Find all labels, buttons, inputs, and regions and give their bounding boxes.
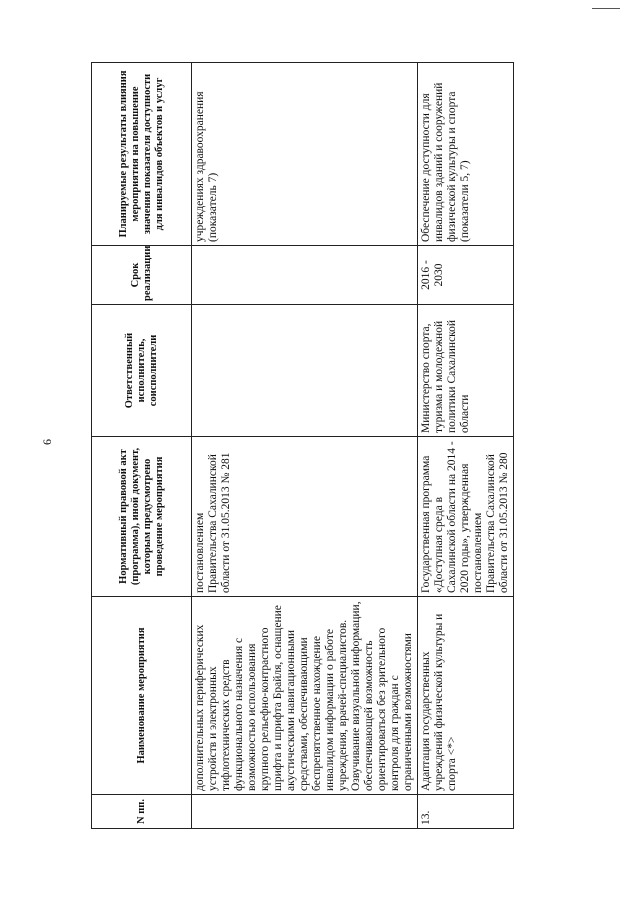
header-act: Нормативный правовой акт (программа), иной документ, которым предусмотрено проведение мероприятия bbox=[92, 437, 192, 597]
cell-act: постановлением Правительства Сахалинской области от 31.05.2013 № 281 bbox=[192, 437, 418, 597]
cell-name: Адаптация государственных учреждений физической культуры и спорта <*> bbox=[418, 597, 514, 795]
header-executor: Ответственный исполнитель, соисполнители bbox=[92, 305, 192, 437]
table-row bbox=[418, 63, 514, 829]
header-num: N пп. bbox=[92, 795, 192, 829]
header-name: Наименование мероприятия bbox=[92, 597, 192, 795]
header-result: Планируемые результаты влияния мероприятия на повышение значения показателя доступности для инвалидов объектов и услуг bbox=[92, 63, 192, 246]
cell-act: Государственная программа «Доступная среда в Сахалинской области на 2014 - 2020 годы», утвержденная постановлением Правительства Сахалинской области от 31.05.2013 № 280 bbox=[418, 437, 514, 597]
cell-result: учреждениях здравоохранения (показатель 7) bbox=[192, 63, 418, 246]
cell-term bbox=[192, 246, 418, 305]
cell-num: 13. bbox=[418, 795, 514, 829]
measures-table bbox=[91, 62, 514, 829]
cell-name: дополнительных периферических устройств и электронных тифлотехнических средств функционального назначения с возможностью использования крупного рельефно-контрастного шрифта и шрифта Брайля, оснащение акустическими навигационными средствами, обеспечивающими беспрепятственное нахождение инвалидом информации о работе учреждения, врачей-специалистов. Озвучивание визуальной информации, обеспечивающей возможность ориентироваться без зрительного контроля для граждан с ограниченными возможностями bbox=[192, 597, 418, 795]
cell-term: 2016 - 2030 bbox=[418, 246, 514, 305]
table-header-row bbox=[92, 63, 192, 829]
cell-executor: Министерство спорта, туризма и молодежной политики Сахалинской области bbox=[418, 305, 514, 437]
cell-executor bbox=[192, 305, 418, 437]
cell-result: Обеспечение доступности для инвалидов зданий и сооружений физической культуры и спорта (показатели 5, 7) bbox=[418, 63, 514, 246]
cell-num bbox=[192, 795, 418, 829]
table-row bbox=[192, 63, 418, 829]
page-number: 6 bbox=[40, 439, 54, 445]
rotated-table-container bbox=[91, 63, 510, 829]
corner-mark bbox=[592, 8, 620, 9]
header-term: Срок реализации bbox=[92, 246, 192, 305]
